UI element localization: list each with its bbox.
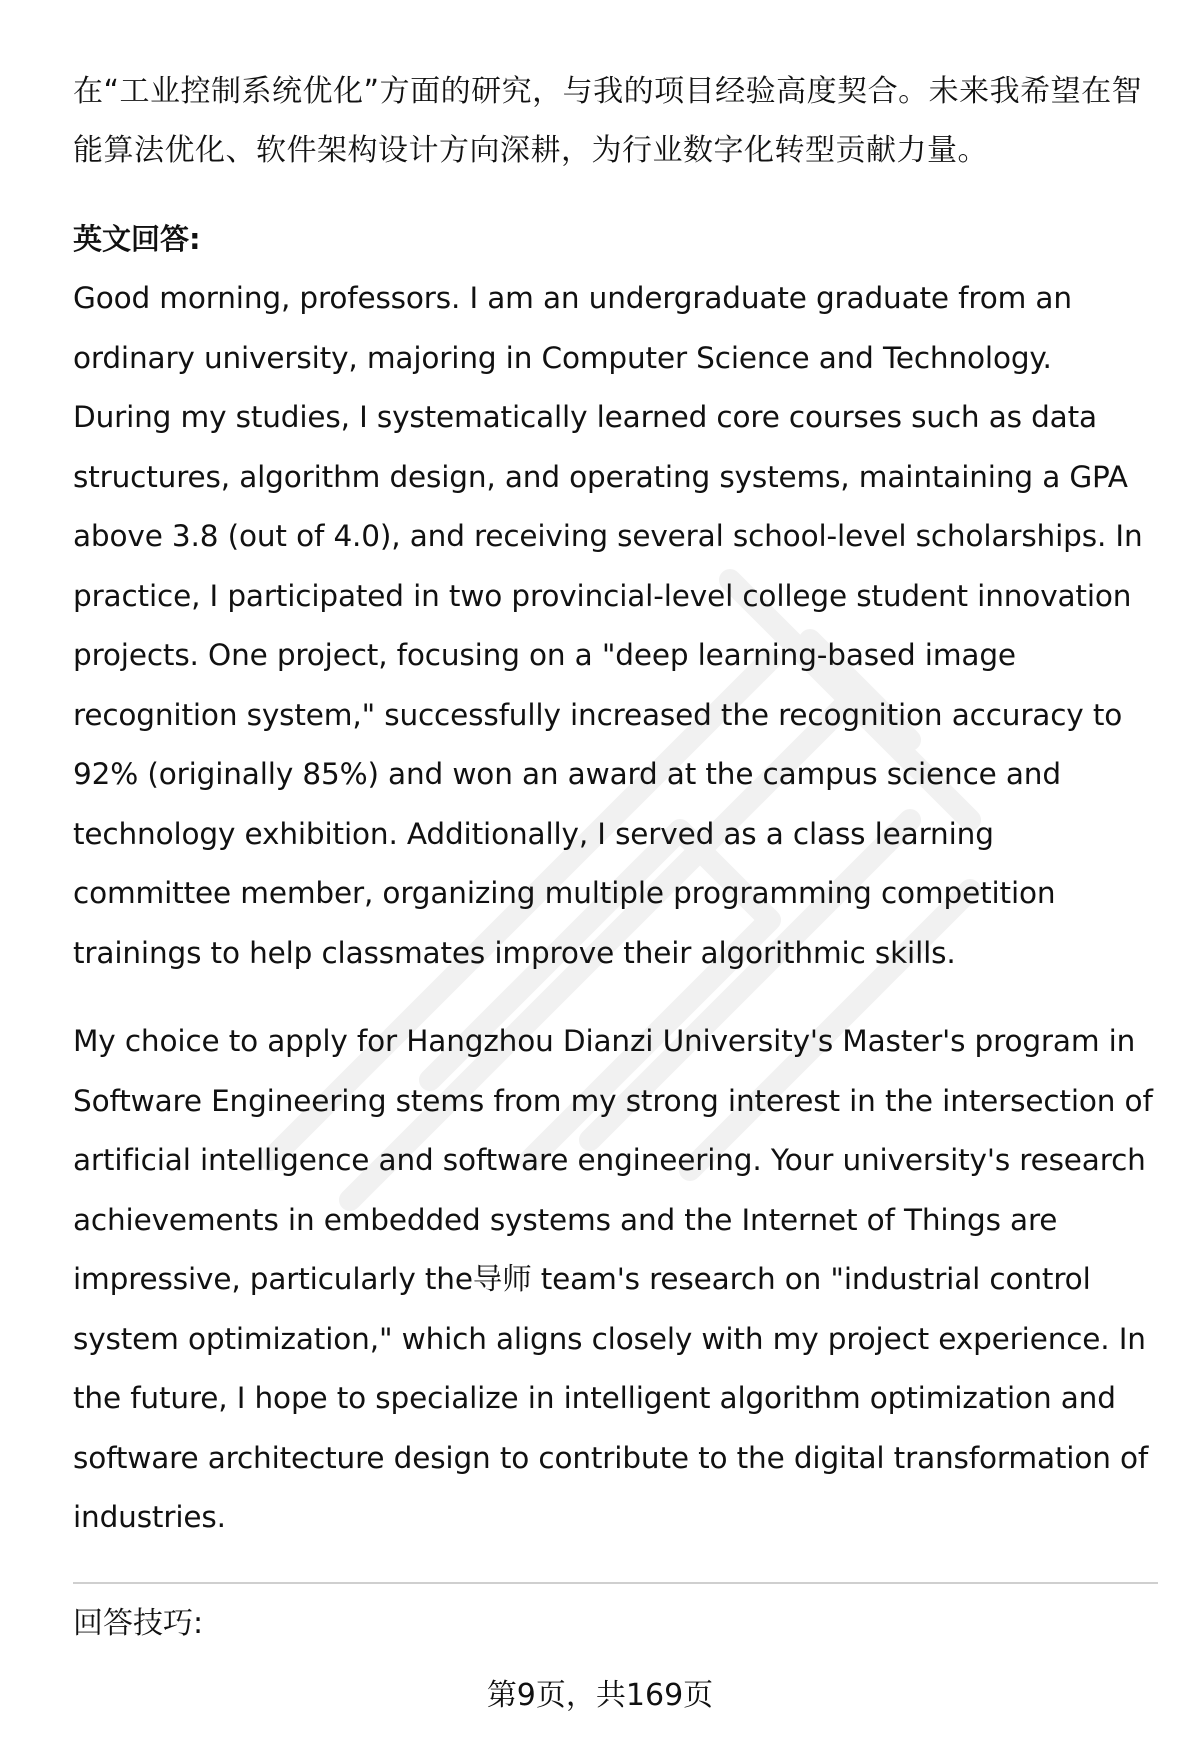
answer-tips-label: 回答技巧:: [73, 1605, 204, 1641]
english-answer-paragraph-2: My choice to apply for Hangzhou Dianzi University's Master's program in Software Engineering stems from my strong interest in the intersection of artificial intelligence and software engineering. Your university's research achievements in embedded systems and the Internet of Things are impressive, particularly the导师 team's research on "industrial control system optimization," which aligns closely with my project experience. In the future, I hope to specialize in intelligent algorithm optimization and software architecture design to contribute to the digital transformation of industries.: [73, 1024, 1153, 1534]
page-footer: [0, 1672, 1200, 1720]
page-content: [73, 62, 1158, 1653]
english-answer-heading: 英文回答:: [73, 222, 201, 256]
english-answer-paragraph-1: Good morning, professors. I am an undergraduate graduate from an ordinary university, majoring in Computer Science and Technology. During my studies, I systematically learned core courses such as data structures, algorithm design, and operating systems, maintaining a GPA above 3.8 (out of 4.0), and receiving several school-level scholarships. In practice, I participated in two provincial-level college student innovation projects. One project, focusing on a "deep learning-based image recognition system," successfully increased the recognition accuracy to 92% (originally 85%) and won an award at the campus science and technology exhibition. Additionally, I served as a class learning committee member, organizing multiple programming competition trainings to help classmates improve their algorithmic skills.: [73, 281, 1143, 970]
chinese-answer-continuation: 在“工业控制系统优化”方面的研究，与我的项目经验高度契合。未来我希望在智能算法优化、软件架构设计方向深耕，为行业数字化转型贡献力量。: [73, 74, 1143, 168]
section-divider: [73, 1582, 1158, 1584]
page-indicator: 第9页，共169页: [486, 1678, 714, 1713]
